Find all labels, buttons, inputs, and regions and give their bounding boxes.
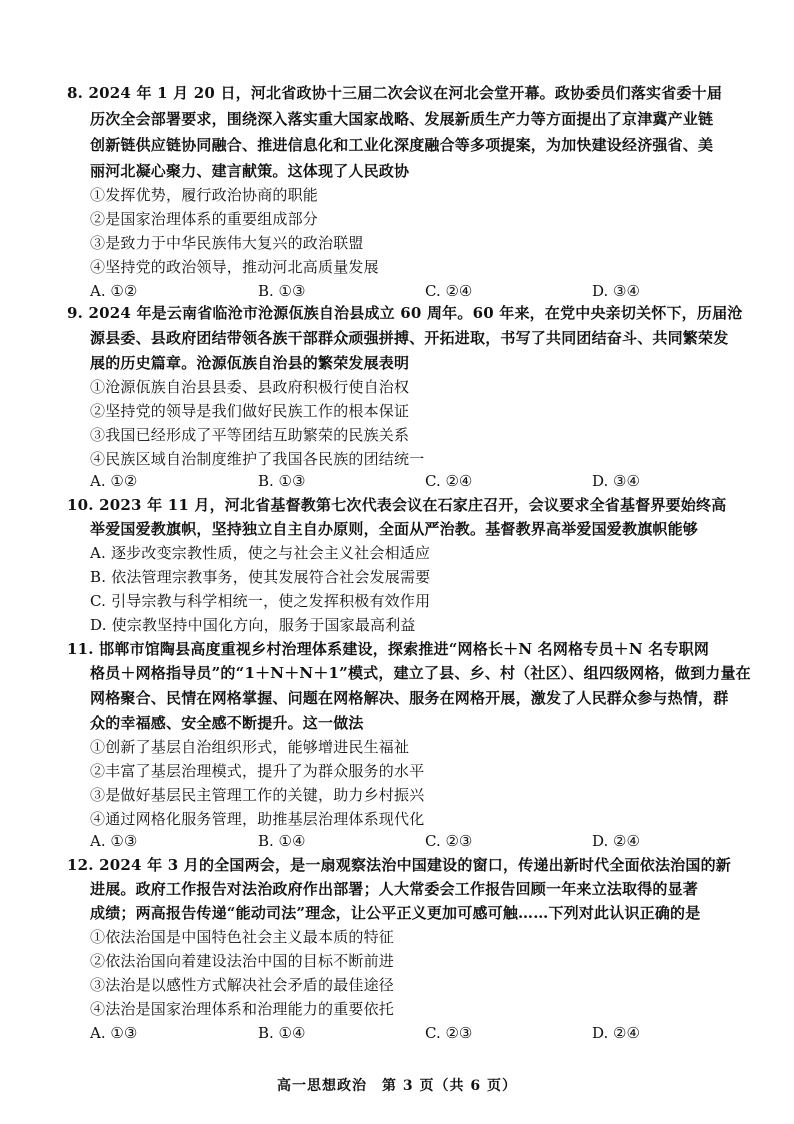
question-11-stem-line-4: 众的幸福感、安全感不断提升。这一做法	[90, 714, 364, 732]
question-12-statement-2: ②依法治国向着建设法治中国的目标不断前进	[90, 952, 395, 970]
question-12-choice-a[interactable]: A. ①③	[90, 1024, 138, 1042]
question-9-choice-b[interactable]: B. ①③	[258, 472, 306, 490]
question-9-statement-1: ①沧源佤族自治县县委、县政府积极行使自治权	[90, 378, 410, 396]
question-9-stem-line-2: 源县委、县政府团结带领各族干部群众顽强拼搏、开拓进取，书写了共同团结奋斗、共同繁荣发	[90, 329, 729, 347]
question-10-stem-line-2: 举爱国爱教旗帜，坚持独立自主自办原则，全面从严治教。基督教界高举爱国爱教旗帜能够	[90, 520, 699, 538]
page-footer: 高一思想政治 第 3 页（共 6 页）	[277, 1078, 517, 1094]
question-11-stem-line-2: 格员＋网格指导员”的“1＋N＋N＋1”模式，建立了县、乡、村（社区）、组四级网格，做到力量在	[90, 664, 751, 682]
question-12-stem-line-3: 成绩；两高报告传递“能动司法”理念，让公平正义更加可感可触……下列对此认识正确的是	[90, 904, 701, 922]
question-11-stem-line-1: 11. 邯郸市馆陶县高度重视乡村治理体系建设，探索推进“网格长＋N 名网格专员＋N 名专职网	[67, 640, 710, 658]
question-12-stem-line-2: 进展。政府工作报告对法治政府作出部署；人大常委会工作报告回顾一年来立法取得的显著	[90, 880, 699, 898]
question-11-statement-3: ③是做好基层民主管理工作的关键，助力乡村振兴	[90, 786, 425, 804]
question-12-choice-b[interactable]: B. ①④	[258, 1024, 306, 1042]
question-10-stem-line-1: 10. 2023 年 11 月，河北省基督教第七次代表会议在石家庄召开，会议要求全省基督界要始终高	[67, 496, 727, 514]
question-10-choice-c[interactable]: C. 引导宗教与科学相统一，使之发挥积极有效作用	[90, 592, 431, 610]
question-9-statement-2: ②坚持党的领导是我们做好民族工作的根本保证	[90, 402, 410, 420]
question-12-statement-3: ③法治是以感性方式解决社会矛盾的最佳途径	[90, 976, 395, 994]
question-11-choice-b[interactable]: B. ①④	[258, 832, 306, 850]
question-12-choice-d[interactable]: D. ②④	[592, 1024, 640, 1042]
question-8-choice-a[interactable]: A. ①②	[90, 282, 138, 300]
question-8-stem-line-4: 丽河北凝心聚力、建言献策。这体现了人民政协	[90, 162, 410, 180]
question-11-stem-line-3: 网格聚合、民情在网格掌握、问题在网格解决、服务在网格开展，激发了人民群众参与热情，群	[90, 689, 729, 707]
question-11-statement-1: ①创新了基层自治组织形式，能够增进民生福祉	[90, 738, 410, 756]
question-9-choice-d[interactable]: D. ③④	[592, 472, 640, 490]
question-8-stem-line-2: 历次全会部署要求，围绕深入落实重大国家战略、发展新质生产力等方面提出了京津冀产业链	[90, 110, 714, 128]
question-8-statement-3: ③是致力于中华民族伟大复兴的政治联盟	[90, 234, 364, 252]
question-8-statement-2: ②是国家治理体系的重要组成部分	[90, 210, 319, 228]
question-9-stem-line-3: 展的历史篇章。沧源佤族自治县的繁荣发展表明	[90, 354, 410, 372]
question-8-statement-1: ①发挥优势，履行政治协商的职能	[90, 186, 319, 204]
question-8-stem-line-3: 创新链供应链协同融合、推进信息化和工业化深度融合等多项提案，为加快建设经济强省、美	[90, 136, 714, 154]
question-12-choice-c[interactable]: C. ②③	[425, 1024, 473, 1042]
question-8-choice-d[interactable]: D. ③④	[592, 282, 640, 300]
question-11-choice-d[interactable]: D. ②④	[592, 832, 640, 850]
question-9-statement-4: ④民族区域自治制度维护了我国各民族的团结统一	[90, 450, 425, 468]
question-10-choice-a[interactable]: A. 逐步改变宗教性质，使之与社会主义社会相适应	[90, 544, 431, 562]
question-11-choice-a[interactable]: A. ①③	[90, 832, 138, 850]
question-9-stem-line-1: 9. 2024 年是云南省临沧市沧源佤族自治县成立 60 周年。60 年来，在党中央亲切关怀下，历届沧	[67, 304, 743, 322]
question-10-choice-b[interactable]: B. 依法管理宗教事务，使其发展符合社会发展需要	[90, 568, 431, 586]
question-11-statement-4: ④通过网格化服务管理，助推基层治理体系现代化	[90, 810, 425, 828]
question-8-choice-c[interactable]: C. ②④	[425, 282, 473, 300]
question-12-stem-line-1: 12. 2024 年 3 月的全国两会，是一扇观察法治中国建设的窗口，传递出新时代全面依法治国的新	[67, 856, 731, 874]
question-12-statement-4: ④法治是国家治理体系和治理能力的重要依托	[90, 1000, 395, 1018]
question-10-choice-d[interactable]: D. 使宗教坚持中国化方向，服务于国家最高利益	[90, 616, 416, 634]
question-9-choice-a[interactable]: A. ①②	[90, 472, 138, 490]
question-11-statement-2: ②丰富了基层治理模式，提升了为群众服务的水平	[90, 762, 425, 780]
question-8-choice-b[interactable]: B. ①③	[258, 282, 306, 300]
question-12-statement-1: ①依法治国是中国特色社会主义最本质的特征	[90, 928, 395, 946]
question-8-stem-line-1: 8. 2024 年 1 月 20 日，河北省政协十三届二次会议在河北会堂开幕。政协委员们落实省委十届	[67, 84, 723, 102]
question-11-choice-c[interactable]: C. ②③	[425, 832, 473, 850]
question-9-statement-3: ③我国已经形成了平等团结互助繁荣的民族关系	[90, 426, 410, 444]
question-9-choice-c[interactable]: C. ②④	[425, 472, 473, 490]
question-8-statement-4: ④坚持党的政治领导，推动河北高质量发展	[90, 258, 379, 276]
